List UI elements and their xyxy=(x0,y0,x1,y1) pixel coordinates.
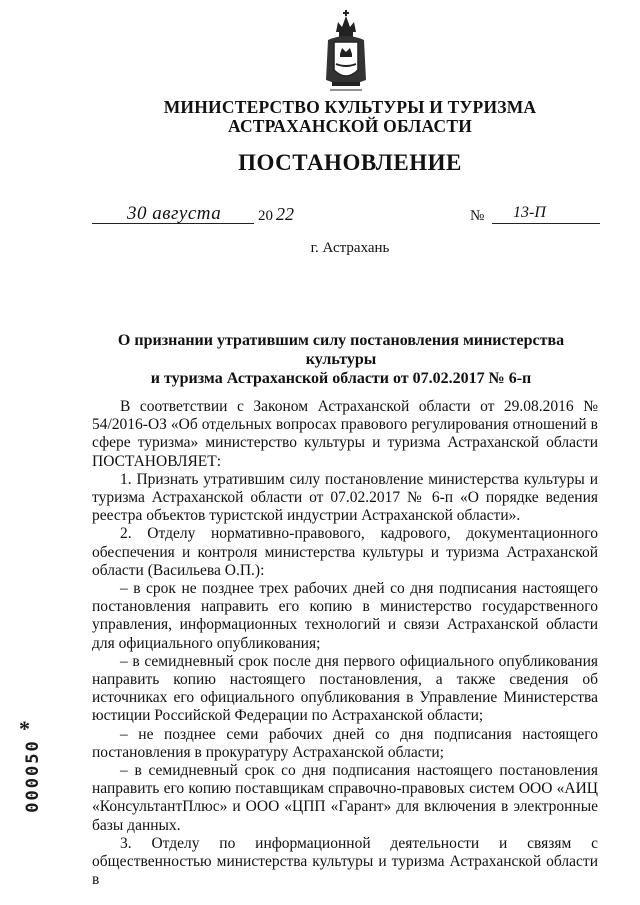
date-handwritten: 30 августа xyxy=(127,203,222,224)
ministry-name xyxy=(140,98,560,136)
title-line-1: О признании утратившим силу постановления министерства культуры xyxy=(117,332,565,368)
paragraph: – не позднее семи рабочих дней со дня подписания настоящего постановления в прокуратуру Астраханской области; xyxy=(92,725,598,761)
number-label: № xyxy=(470,208,485,224)
document-title xyxy=(88,331,594,388)
number-field xyxy=(470,203,602,227)
paragraph: 1. Признать утратившим силу постановление министерства культуры и туризма Астраханской области от 07.02.2017 № 6-п «О порядке ведения реестра объектов туристской индустрии Астраханской области». xyxy=(92,470,598,525)
paragraph: 2. Отделу нормативно-правового, кадрового, документационного обеспечения и контроля министерства культуры и туризма Астраханской области (Васильева О.П.): xyxy=(92,525,598,579)
ministry-line-2: АСТРАХАНСКОЙ ОБЛАСТИ xyxy=(227,116,473,136)
paragraph: 3. Отделу по информационной деятельности и связям с общественностью министерства культуры и туризма Астраханской области в xyxy=(92,834,598,889)
resolves-keyword: ПОСТАНОВЛЯЕТ: xyxy=(92,452,222,470)
serial-stamp xyxy=(16,716,43,850)
coat-of-arms-icon xyxy=(322,10,370,98)
date-field xyxy=(92,203,292,227)
number-handwritten: 13-П xyxy=(513,204,546,221)
ministry-line-1: МИНИСТЕРСТВО КУЛЬТУРЫ И ТУРИЗМА xyxy=(163,97,537,117)
stamp-star: * xyxy=(19,716,30,741)
year-prefix: 20 xyxy=(258,208,273,224)
document-type: ПОСТАНОВЛЕНИЕ xyxy=(238,150,462,175)
paragraph: – в семидневный срок после дня первого официального опубликования направить копию настоящего постановления, а также сведения об источниках его официального опубликования в Управление Министерства юстиции Российской Федерации по Астраханской области; xyxy=(92,652,598,725)
city: г. Астрахань xyxy=(310,240,390,256)
title-line-2: и туризма Астраханской области от 07.02.2017 № 6-п xyxy=(150,370,532,387)
paragraph: – в семидневный срок со дня подписания настоящего постановления направить его копию поставщикам справочно-правовых систем ООО «АИЦ «КонсультантПлюс» и ООО «ЦПП «Гарант» для включения в электронные базы данных. xyxy=(92,762,598,834)
paragraph: В соответствии с Законом Астраханской области от 29.08.2016 № 54/2016-ОЗ «Об отдельных вопросах правового регулирования отношений в сфере туризма» министерство культуры и туризма Астраханской области ПОСТАНОВЛЯЕТ: xyxy=(92,398,598,470)
paragraph: – в срок не позднее трех рабочих дней со дня подписания настоящего постановления направить его копию в министерство государственного управления, информационных технологий и связи Астраханской области для официального опубликования; xyxy=(92,580,598,652)
year-handwritten: 22 xyxy=(276,204,294,224)
stamp-serial: 000050 xyxy=(23,739,43,813)
document-body xyxy=(92,398,598,889)
